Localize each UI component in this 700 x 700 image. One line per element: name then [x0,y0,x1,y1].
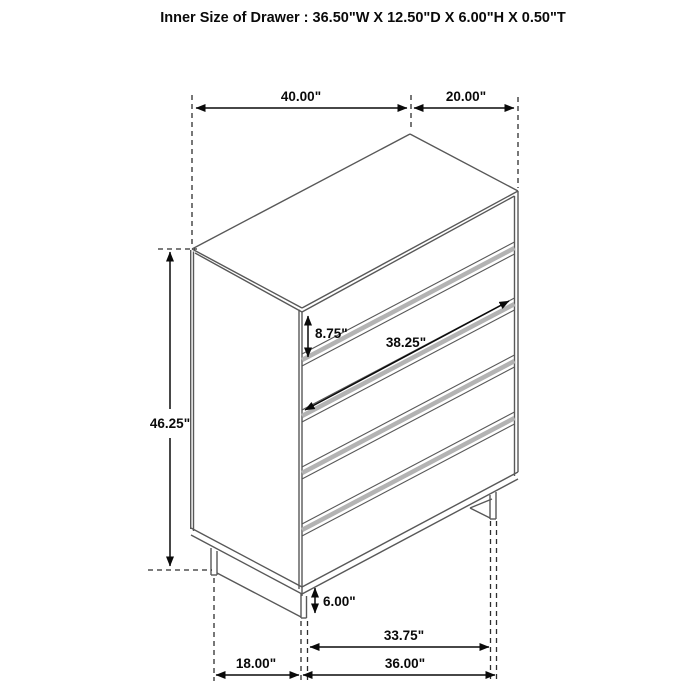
left-leg [211,548,217,575]
base-side-depth-label: 18.00" [235,656,277,671]
right-leg [490,492,496,519]
front-leg [301,594,307,618]
dim-line-drawer-face-width [305,301,509,410]
overall-height-label: 46.25" [149,416,191,431]
base-outer-width-label: 36.00" [384,656,426,671]
overall-width-label: 40.00" [280,89,322,104]
diagram-title: Inner Size of Drawer : 36.50"W X 12.50"D X 6.00"H X 0.50"T [160,10,566,26]
drawer-face-width-label: 38.25" [385,335,427,350]
overall-depth-label: 20.00" [445,89,487,104]
dimension-labels [150,89,486,671]
drawer-gap [302,298,515,422]
dimension-lines [170,108,514,675]
drawer-face-height-label: 8.75" [315,326,348,341]
drawer-gap [302,412,515,536]
base-inner-width-label: 33.75" [383,628,425,643]
cabinet-front-frame [299,191,518,596]
drawer-gaps [302,242,515,536]
leg-height-label: 6.00" [323,594,356,609]
cabinet-body [191,134,518,596]
cabinet-top-face [192,134,518,312]
drawer-gap [302,355,515,479]
cabinet-left-panel [191,250,302,594]
